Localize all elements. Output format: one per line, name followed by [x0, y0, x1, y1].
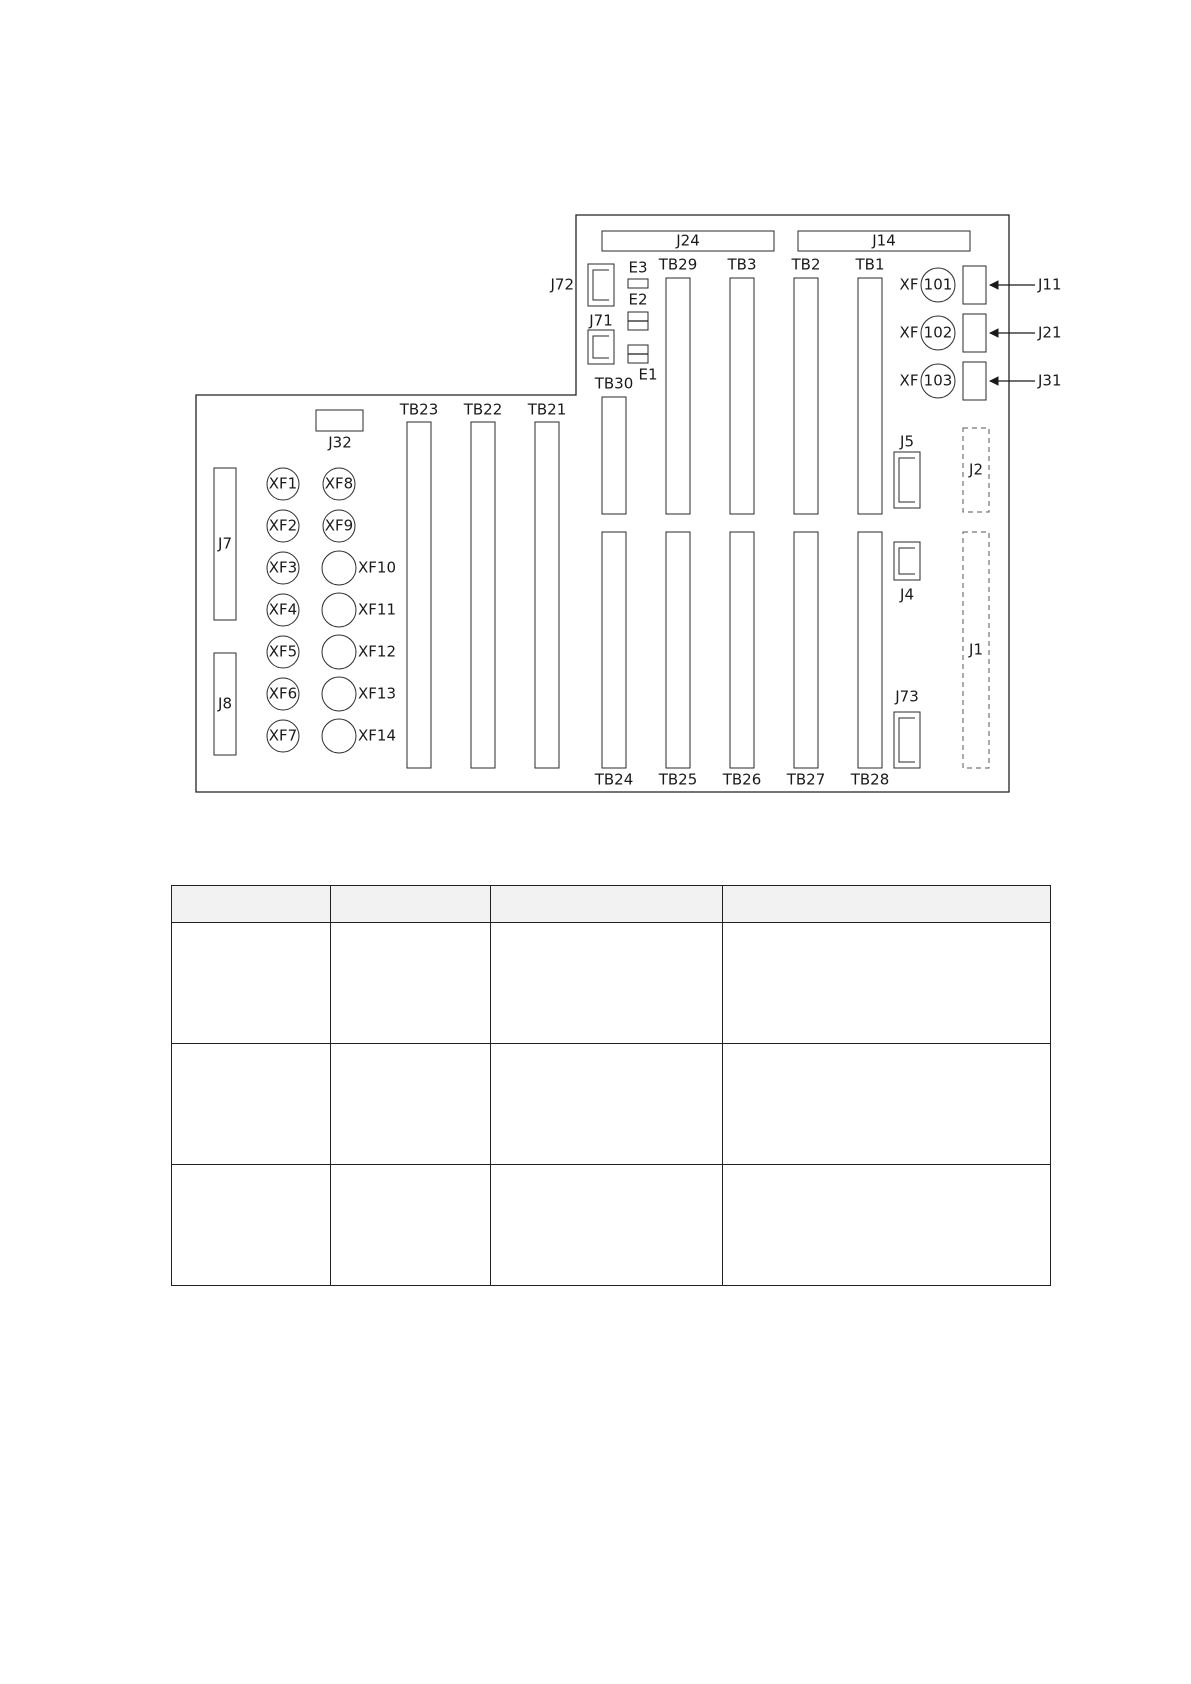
terminal-label-tb23: TB23 [399, 400, 439, 419]
connector-j73 [894, 712, 920, 768]
table-row [172, 923, 1051, 1044]
xf-number-101: 101 [923, 275, 953, 294]
table-header-cell [491, 886, 723, 923]
edge-connector-label-j8: J8 [218, 694, 232, 713]
terminal-label-tb21: TB21 [527, 400, 567, 419]
xf-label-xf10: XF10 [358, 558, 396, 577]
terminal-block-tb29 [666, 278, 690, 514]
dashed-connector-label-j1: J1 [969, 640, 983, 659]
xf-number-102: 102 [923, 323, 953, 342]
jumper-label-e3: E3 [628, 258, 648, 277]
xf-holder-xf10 [322, 551, 356, 585]
terminal-block-tb28 [858, 532, 882, 768]
connector-label-j32: J32 [328, 433, 352, 452]
terminal-block-tb1 [858, 278, 882, 514]
xf-label-xf1: XF1 [268, 474, 298, 493]
table-row [172, 1165, 1051, 1286]
xf-label-xf11: XF11 [358, 600, 396, 619]
connector-j71 [588, 330, 614, 364]
fuse-box-103 [963, 362, 986, 400]
terminal-label-tb29: TB29 [658, 255, 698, 274]
table-cell [172, 1165, 331, 1286]
dashed-connector-label-j2: J2 [969, 460, 983, 479]
jumper-e3 [628, 279, 648, 288]
connector-j32 [316, 410, 363, 431]
table-cell [723, 1165, 1051, 1286]
table-row [172, 1044, 1051, 1165]
terminal-label-tb24: TB24 [594, 770, 634, 789]
xf-label-xf12: XF12 [358, 642, 396, 661]
table-cell [331, 1044, 491, 1165]
terminal-label-tb27: TB27 [786, 770, 826, 789]
xf-holder-xf13 [322, 677, 356, 711]
xf-label-xf14: XF14 [358, 726, 396, 745]
fuse-box-101 [963, 266, 986, 304]
connector-label-j4: J4 [900, 585, 914, 604]
xf-holder-xf11 [322, 593, 356, 627]
xf-label-xf7: XF7 [268, 726, 298, 745]
callout-label-j31: J31 [1038, 371, 1062, 390]
xf-prefix-103: XF [899, 371, 919, 390]
terminal-block-tb23 [407, 422, 431, 768]
connector-j5 [894, 452, 920, 508]
terminal-block-tb22 [471, 422, 495, 768]
terminal-label-tb25: TB25 [658, 770, 698, 789]
header-label-j14: J14 [872, 231, 896, 250]
terminal-block-tb2 [794, 278, 818, 514]
table-cell [723, 923, 1051, 1044]
table-cell [723, 1044, 1051, 1165]
connector-label-j72: J72 [550, 275, 574, 294]
terminal-label-tb2: TB2 [791, 255, 821, 274]
terminal-label-tb1: TB1 [855, 255, 885, 274]
xf-number-103: 103 [923, 371, 953, 390]
connector-label-j73: J73 [895, 687, 919, 706]
xf-label-xf6: XF6 [268, 684, 298, 703]
table-header-cell [723, 886, 1051, 923]
table-cell [491, 1044, 723, 1165]
table-cell [172, 923, 331, 1044]
xf-prefix-102: XF [899, 323, 919, 342]
xf-label-xf9: XF9 [324, 516, 354, 535]
table-header-cell [331, 886, 491, 923]
table-cell [331, 1165, 491, 1286]
xf-label-xf5: XF5 [268, 642, 298, 661]
jumper-label-e1: E1 [638, 365, 658, 384]
table-cell [172, 1044, 331, 1165]
jumper-label-e2: E2 [628, 290, 648, 309]
terminal-block-tb25 [666, 532, 690, 768]
terminal-label-tb3: TB3 [727, 255, 757, 274]
table-header-cell [172, 886, 331, 923]
connection-table [171, 885, 1051, 1286]
connector-label-j5: J5 [900, 432, 914, 451]
xf-label-xf8: XF8 [324, 474, 354, 493]
fuse-box-102 [963, 314, 986, 352]
terminal-label-tb30: TB30 [594, 374, 634, 393]
connector-label-j71: J71 [589, 311, 613, 330]
terminal-block-tb21 [535, 422, 559, 768]
header-label-j24: J24 [676, 231, 700, 250]
xf-label-xf4: XF4 [268, 600, 298, 619]
terminal-block-tb3 [730, 278, 754, 514]
xf-label-xf3: XF3 [268, 558, 298, 577]
table-cell [491, 923, 723, 1044]
terminal-label-tb28: TB28 [850, 770, 890, 789]
terminal-block-tb27 [794, 532, 818, 768]
terminal-block-tb30 [602, 397, 626, 514]
edge-connector-label-j7: J7 [218, 534, 232, 553]
terminal-label-tb26: TB26 [722, 770, 762, 789]
xf-label-xf2: XF2 [268, 516, 298, 535]
table-cell [491, 1165, 723, 1286]
xf-prefix-101: XF [899, 275, 919, 294]
terminal-block-tb26 [730, 532, 754, 768]
xf-holder-xf12 [322, 635, 356, 669]
terminal-block-tb24 [602, 532, 626, 768]
terminal-label-tb22: TB22 [463, 400, 503, 419]
xf-holder-xf14 [322, 719, 356, 753]
table-cell [331, 923, 491, 1044]
callout-label-j11: J11 [1038, 275, 1062, 294]
table-header-row [172, 886, 1051, 923]
xf-label-xf13: XF13 [358, 684, 396, 703]
callout-label-j21: J21 [1038, 323, 1062, 342]
